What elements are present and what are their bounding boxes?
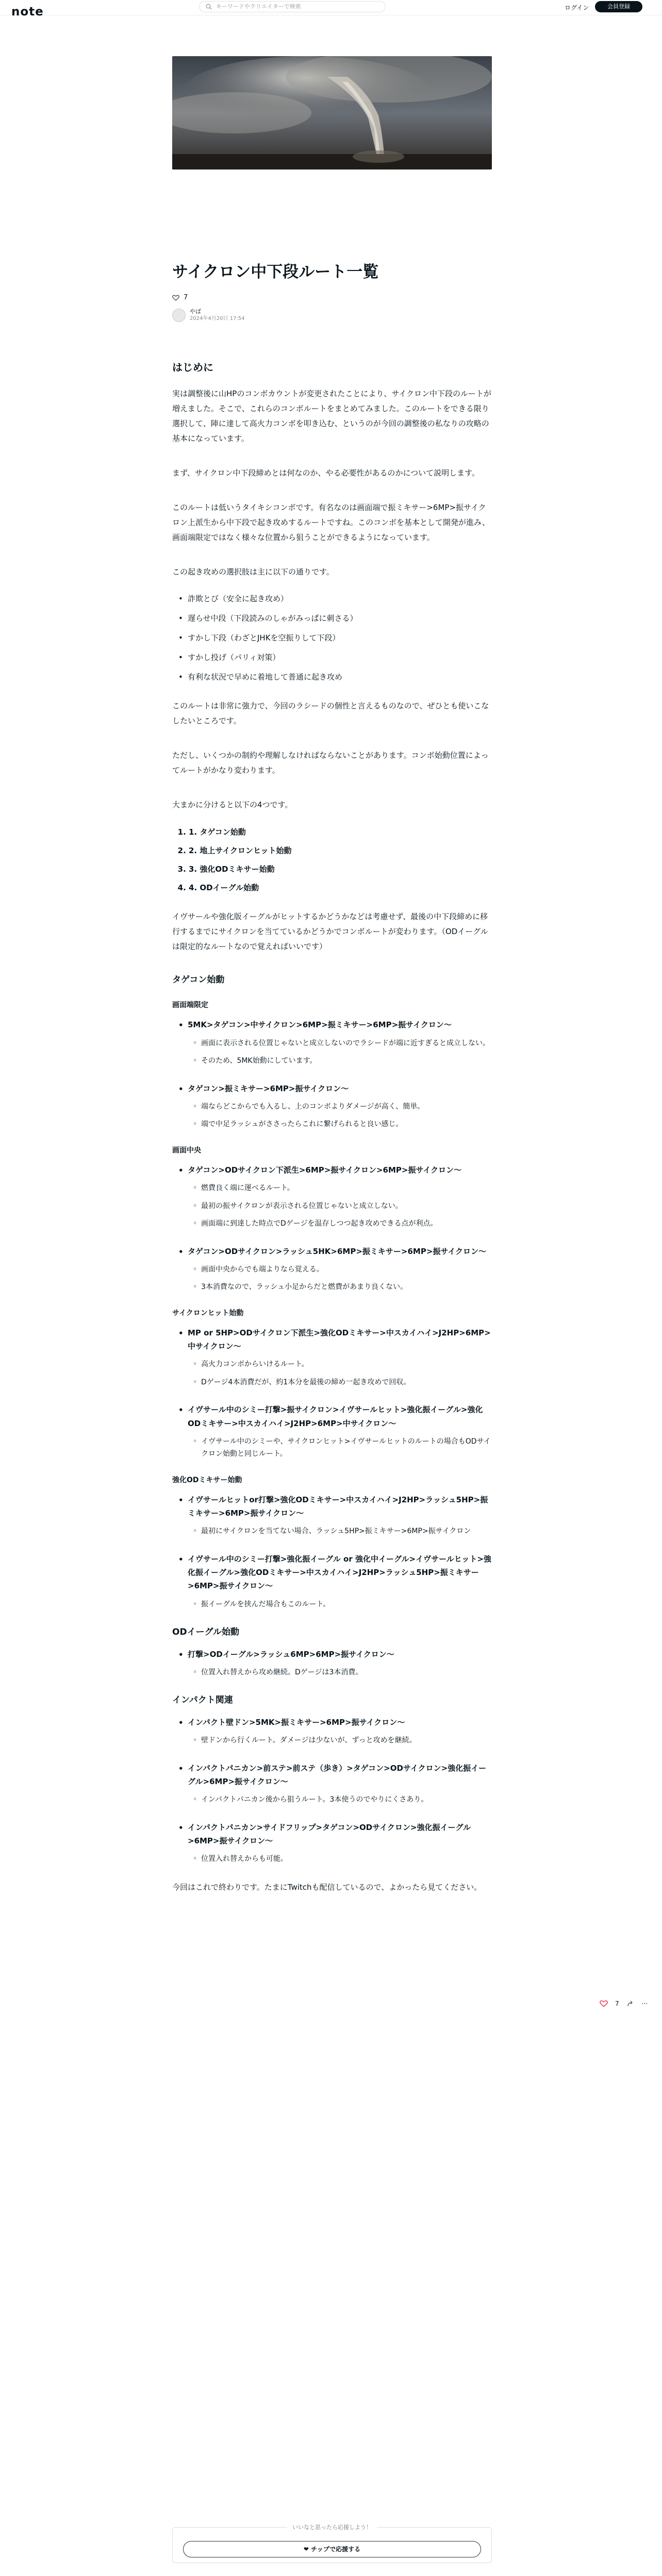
combo-name: • 5MK>タゲコン>中サイクロン>6MP>振ミキサー>6MP>振サイクロン〜 bbox=[188, 1020, 452, 1030]
combo-item bbox=[188, 1821, 492, 1866]
combo-notes bbox=[188, 1358, 492, 1388]
combo-note: ◦ Dゲージ4本消費だが、約1本分を最後の締め一起き攻めで回収。 bbox=[201, 1376, 492, 1389]
combo-notes bbox=[188, 1525, 492, 1538]
more-icon[interactable]: ··· bbox=[641, 2000, 648, 2007]
combo-note: ◦ 画面端に到達した時点でDゲージを温存しつつ起き攻めできる点が利点。 bbox=[201, 1217, 492, 1230]
author-block[interactable] bbox=[172, 308, 245, 322]
article-title: サイクロン中下段ルート一覧 bbox=[172, 263, 379, 281]
combo-notes bbox=[188, 1793, 492, 1806]
floating-actions bbox=[600, 1998, 648, 2010]
combo-note: ◦ 燃費良く端に運べるルート。 bbox=[201, 1182, 492, 1195]
article-body bbox=[172, 360, 492, 1914]
list-item: • すかし投げ（パリィ対策） bbox=[188, 651, 492, 664]
combo-notes bbox=[188, 1037, 492, 1067]
paragraph: ただし、いくつかの制約や理解しなければならないことがあります。コンボ始動位置によってルートがかなり変わります。 bbox=[172, 751, 489, 775]
support-hint: いいなと思ったら応援しよう！ bbox=[287, 2524, 377, 2531]
combo-notes bbox=[188, 1100, 492, 1131]
tip-button[interactable]: ❤ チップで応援する bbox=[183, 2541, 481, 2557]
combo-list bbox=[172, 1716, 492, 1866]
combo-item bbox=[188, 1493, 492, 1538]
search-icon bbox=[206, 4, 212, 10]
combo-note: ◦ 画面中央からでも端よりなら覚える。 bbox=[201, 1263, 492, 1276]
list-item: • 遅らせ中段（下段読みのしゃがみっぱに刺さる） bbox=[188, 612, 492, 624]
combo-note: ◦ 画面に表示される位置じゃないと成立しないのでラシードが端に近すぎると成立しない。 bbox=[201, 1037, 492, 1050]
combo-list bbox=[172, 1018, 492, 1131]
combo-name: • イヴサール中のシミー打撃>強化振イーグル or 強化中イーグル>イヴサールヒット>強化振イーグル>強化ODミキサー>中スカイハイ>J2HP>ラッシュ5HP>振ミキサー>6MP>振サイクロン〜 bbox=[188, 1554, 491, 1591]
search-placeholder: キーワードやクリエイターで検索 bbox=[216, 3, 301, 10]
author-name[interactable]: やば bbox=[190, 308, 201, 315]
note-logo[interactable]: note bbox=[11, 5, 44, 19]
combo-item bbox=[188, 1403, 492, 1461]
combo-name: • イヴサール中のシミー打撃>振サイクロン>イヴサールヒット>強化振イーグル>強化ODミキサー>中スカイハイ>J2HP>6MP>中サイクロン〜 bbox=[188, 1405, 483, 1428]
combo-notes bbox=[188, 1182, 492, 1230]
hero-tornado-image bbox=[172, 56, 492, 170]
combo-item bbox=[188, 1716, 492, 1747]
list-item: • 有利な状況で早めに着地して普通に起き攻め bbox=[188, 671, 492, 683]
combo-item bbox=[188, 1761, 492, 1806]
list-item: 3. 3. 強化ODミキサー始動 bbox=[189, 863, 492, 875]
combo-note: ◦ 3本消費なので、ラッシュ小足からだと燃費があまり良くない。 bbox=[201, 1281, 492, 1294]
section-heading: タゲコン始動 bbox=[172, 974, 225, 985]
combo-item bbox=[188, 1552, 492, 1611]
paragraph: 大まかに分けると以下の4つです。 bbox=[172, 800, 293, 810]
combo-item bbox=[188, 1082, 492, 1131]
top-bar bbox=[0, 0, 662, 19]
option-list bbox=[172, 592, 492, 683]
combo-list bbox=[172, 1648, 492, 1679]
combo-note: ◦ 最初にサイクロンを当てない場合、ラッシュ5HP>振ミキサー>6MP>振サイクロン bbox=[201, 1525, 492, 1538]
signup-button[interactable]: 会員登録 bbox=[595, 1, 642, 12]
combo-list bbox=[172, 1163, 492, 1294]
section-heading: サイクロンヒット始動 bbox=[172, 1309, 244, 1317]
paragraph: この起き攻めの選択肢は主に以下の通りです。 bbox=[172, 567, 334, 577]
combo-note: ◦ 振イーグルを挟んだ場合もこのルート。 bbox=[201, 1598, 492, 1611]
list-item: • すかし下段（わざとJHKを空振りして下段） bbox=[188, 632, 492, 644]
combo-note: ◦ 壁ドンから行くルート。ダメージは少ないが、ずっと攻めを継続。 bbox=[201, 1734, 492, 1747]
combo-note: ◦ 位置入れ替えからも可能。 bbox=[201, 1853, 492, 1866]
section-heading: ODイーグル始動 bbox=[172, 1627, 240, 1638]
combo-note: ◦ そのため、5MK始動にしています。 bbox=[201, 1055, 492, 1067]
article-like-count-top bbox=[172, 292, 188, 304]
login-link[interactable]: ログイン bbox=[565, 4, 589, 11]
section-heading: インパクト関連 bbox=[172, 1695, 233, 1706]
tornado-illustration bbox=[172, 56, 492, 170]
search-box[interactable] bbox=[199, 1, 386, 12]
like-count: 7 bbox=[184, 294, 188, 301]
combo-name: • インパクトパニカン>サイドフリップ>タゲコン>ODサイクロン>強化振イーグル>6MP>振サイクロン〜 bbox=[188, 1822, 471, 1845]
combo-item bbox=[188, 1648, 492, 1679]
support-box bbox=[172, 2524, 492, 2563]
paragraph: 実は調整後に山HPのコンボカウントが変更されたことにより、サイクロン中下段のルートが増えました。そこで、これらのコンボルートをまとめてみました。このルートをできる限り選択して、陣に達して高火力コンボを叩き込む、というのが今回の調整後の私なりの攻略の基本になっています。 bbox=[172, 389, 491, 443]
closing-paragraph: 今回はこれで終わりです。たまにTwitchも配信しているので、よかったら見てください。 bbox=[172, 1882, 482, 1892]
section-heading: 強化ODミキサー始動 bbox=[172, 1476, 242, 1484]
combo-notes bbox=[188, 1853, 492, 1866]
combo-note: ◦ 高火力コンボからいけるルート。 bbox=[201, 1358, 492, 1371]
category-list bbox=[172, 826, 492, 894]
combo-note: ◦ イヴサール中のシミーや、サイクロンヒット>イヴサールヒットのルートの場合もODサイクロン始動と同じルート。 bbox=[201, 1435, 492, 1461]
paragraph: このルートは非常に強力で、今回のラシードの個性と言えるものなので、ぜひとも使いこなしたいところです。 bbox=[172, 701, 489, 726]
combo-name: • 打撃>ODイーグル>ラッシュ6MP>6MP>振サイクロン〜 bbox=[188, 1649, 394, 1659]
paragraph: まず、サイクロン中下段締めとは何なのか、やる必要性があるのかについて説明します。 bbox=[172, 468, 479, 478]
publish-date: 2024年4月20日 17:54 bbox=[190, 316, 245, 322]
combo-notes bbox=[188, 1734, 492, 1747]
tip-icon: ❤ bbox=[303, 2546, 311, 2553]
list-item: • 詐欺とび（安全に起き攻め） bbox=[188, 592, 492, 605]
list-item: 1. 1. タゲコン始動 bbox=[189, 826, 492, 838]
combo-list bbox=[172, 1493, 492, 1611]
combo-notes bbox=[188, 1263, 492, 1294]
floating-like-count: 7 bbox=[615, 2000, 619, 2007]
combo-item bbox=[188, 1163, 492, 1230]
combo-note: ◦ 端で中足ラッシュがささったらこれに繋げられると良い感じ。 bbox=[201, 1118, 492, 1131]
section-heading-intro: はじめに bbox=[172, 361, 213, 374]
list-item: 4. 4. ODイーグル始動 bbox=[189, 882, 492, 894]
combo-notes bbox=[188, 1666, 492, 1679]
combo-name: • インパクトパニカン>前ステ>前ステ（歩き）>タゲコン>ODサイクロン>強化振イーグル>6MP>振サイクロン〜 bbox=[188, 1763, 487, 1786]
combo-notes bbox=[188, 1435, 492, 1461]
combo-name: • タゲコン>ODサイクロン下派生>6MP>振サイクロン>6MP>振サイクロン〜 bbox=[188, 1165, 462, 1175]
combo-name: • タゲコン>振ミキサー>6MP>振サイクロン〜 bbox=[188, 1083, 349, 1093]
combo-notes bbox=[188, 1598, 492, 1611]
combo-note: ◦ インパクトパニカン後から狙うルート。3本使うのでやりにくさあり。 bbox=[201, 1793, 492, 1806]
heart-icon[interactable] bbox=[172, 294, 179, 301]
subsection-heading: 画面端限定 bbox=[172, 1001, 208, 1010]
combo-note: ◦ 位置入れ替えから攻め継続。Dゲージは3本消費。 bbox=[201, 1666, 492, 1679]
combo-item bbox=[188, 1245, 492, 1294]
combo-item bbox=[188, 1018, 492, 1067]
paragraph: このルートは低いうタイキシコンボです。有名なのは画面端で振ミキサー>6MP>振サイクロン上派生から中下段で起き攻めするルートですね。このコンボを基本として開発が進み、画面端限定ではなく様々な位置から狙うことができるようになっています。 bbox=[172, 502, 490, 542]
combo-name: • MP or 5HP>ODサイクロン下派生>強化ODミキサー>中スカイハイ>J2HP>6MP>中サイクロン〜 bbox=[188, 1328, 491, 1351]
heart-icon[interactable] bbox=[600, 1999, 608, 2008]
list-item: 2. 2. 地上サイクロンヒット始動 bbox=[189, 844, 492, 857]
combo-note: ◦ 最初の振サイクロンが表示される位置じゃないと成立しない。 bbox=[201, 1200, 492, 1213]
combo-name: • インパクト壁ドン>5MK>振ミキサー>6MP>振サイクロン〜 bbox=[188, 1717, 405, 1727]
combo-note: ◦ 端ならどこからでも入るし、上のコンボよりダメージが高く、簡単。 bbox=[201, 1100, 492, 1113]
paragraph: イヴサールや強化版イーグルがヒットするかどうかなどは考慮せず、最後の中下段締めに移行するまでにサイクロンを当てているかどうかでコンボルートが変わります。（ODイーグルは限定的なルートなので覚えればいいです） bbox=[172, 912, 488, 951]
combo-list bbox=[172, 1326, 492, 1461]
share-icon[interactable] bbox=[626, 1999, 635, 2008]
combo-name: • タゲコン>ODサイクロン>ラッシュ5HK>6MP>振ミキサー>6MP>振サイクロン〜 bbox=[188, 1246, 487, 1256]
author-avatar[interactable] bbox=[172, 309, 186, 322]
combo-item bbox=[188, 1326, 492, 1389]
combo-name: • イヴサールヒットor打撃>強化ODミキサー>中スカイハイ>J2HP>ラッシュ5HP>振ミキサー>6MP>振サイクロン〜 bbox=[188, 1495, 488, 1518]
subsection-heading: 画面中央 bbox=[172, 1146, 201, 1155]
